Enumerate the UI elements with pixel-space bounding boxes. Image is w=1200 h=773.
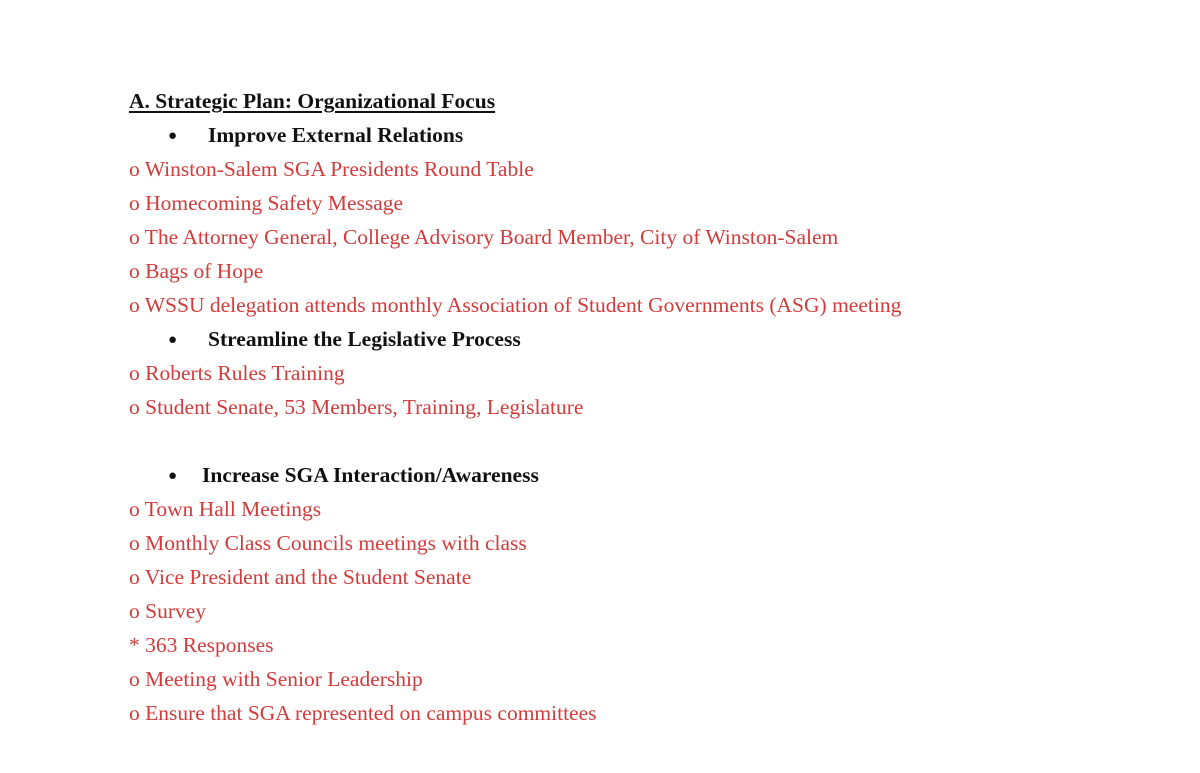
list-item: o Roberts Rules Training [129,361,345,385]
focus-area-title: Improve External Relations [208,123,464,147]
section-heading: A. Strategic Plan: Organizational Focus [129,89,496,113]
list-item: o The Attorney General, College Advisory Board Member, City of Winston-Salem [129,225,839,249]
list-item: * 363 Responses [129,633,274,657]
list-item: o Winston-Salem SGA Presidents Round Table [129,157,534,181]
bullet-icon: ● [168,128,178,144]
focus-area-legislative-process [168,327,521,352]
list-item: o Homecoming Safety Message [129,191,404,215]
focus-area-sga-awareness [168,463,539,488]
list-item: o WSSU delegation attends monthly Association of Student Governments (ASG) meeting [129,293,902,317]
focus-area-title: Increase SGA Interaction/Awareness [202,463,539,487]
bullet-icon: ● [168,468,178,484]
bullet-icon: ● [168,332,178,348]
list-item: o Meeting with Senior Leadership [129,667,423,691]
focus-area-external-relations [168,123,463,148]
list-item: o Town Hall Meetings [129,497,322,521]
focus-area-title: Streamline the Legislative Process [208,327,521,351]
list-item: o Bags of Hope [129,259,264,283]
list-item: o Survey [129,599,207,623]
list-item: o Vice President and the Student Senate [129,565,472,589]
list-item: o Student Senate, 53 Members, Training, Legislature [129,395,584,419]
list-item: o Monthly Class Councils meetings with class [129,531,527,555]
list-item: o Ensure that SGA represented on campus committees [129,701,597,725]
